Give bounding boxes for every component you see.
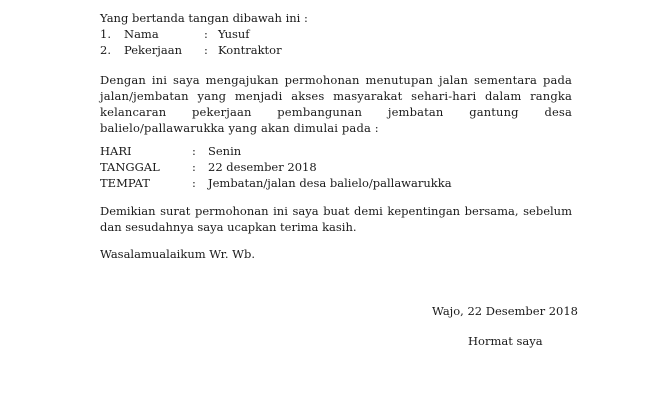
schedule-label: TEMPAT <box>100 176 150 190</box>
request-paragraph: Dengan ini saya mengajukan permohonan menutupan jalan sementara pada jalan/jembatan yang menjadi akses masyarakat sehari-hari dalam rangka kelancaran pekerjaan pembangunan jembatan gantung desa balielo/pallawarukka yang akan dimulai pada : <box>100 73 572 135</box>
regards: Hormat saya <box>468 334 543 348</box>
identity-colon: : <box>204 27 208 41</box>
identity-label: Nama <box>124 27 159 41</box>
schedule-label: HARI <box>100 144 132 158</box>
salutation: Wasalamualaikum Wr. Wb. <box>100 247 255 261</box>
schedule-colon: : <box>192 160 196 174</box>
identity-number: 2. <box>100 43 111 57</box>
identity-number: 1. <box>100 27 111 41</box>
schedule-value: Senin <box>208 144 242 158</box>
identity-value: Kontraktor <box>218 43 282 57</box>
identity-colon: : <box>204 43 208 57</box>
place-date: Wajo, 22 Desember 2018 <box>432 304 578 318</box>
schedule-colon: : <box>192 176 196 190</box>
schedule-value: Jembatan/jalan desa balielo/pallawarukka <box>208 176 452 190</box>
intro-line: Yang bertanda tangan dibawah ini : <box>100 11 308 25</box>
closing-paragraph: Demikian surat permohonan ini saya buat demi kepentingan bersama, sebelum dan sesudahnya saya ucapkan terima kasih. <box>100 204 572 234</box>
schedule-label: TANGGAL <box>100 160 160 174</box>
identity-value: Yusuf <box>218 27 250 41</box>
schedule-colon: : <box>192 144 196 158</box>
schedule-value: 22 desember 2018 <box>208 160 317 174</box>
identity-label: Pekerjaan <box>124 43 182 57</box>
